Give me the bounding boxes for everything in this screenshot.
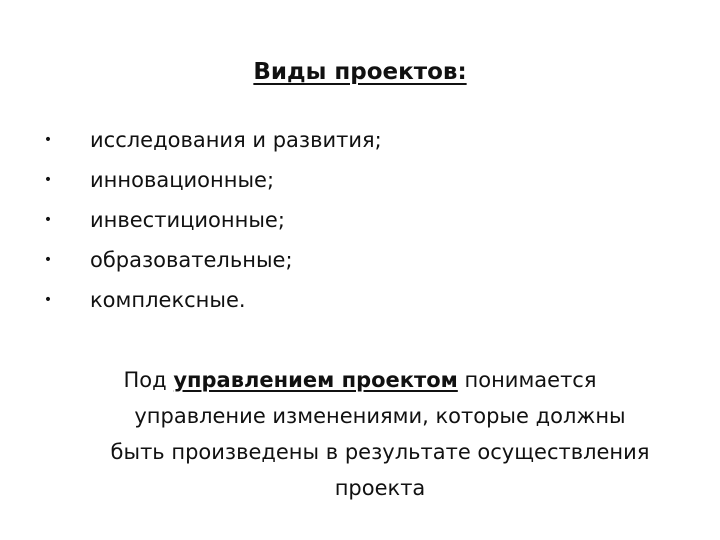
slide-title-text: Виды проектов:	[253, 59, 467, 85]
list-item-text: комплексные.	[90, 288, 246, 312]
bullet-dot-icon: •	[43, 252, 53, 268]
bullet-dot-icon: •	[43, 292, 53, 308]
bullet-dot-icon: •	[43, 132, 53, 148]
paragraph-line-1-suffix: понимается	[457, 368, 597, 392]
paragraph-line-4: проекта	[334, 476, 426, 500]
paragraph-line-1-prefix: Под	[123, 368, 174, 392]
emphasis-term: управлением проектом	[173, 368, 458, 392]
definition-paragraph	[80, 362, 680, 506]
list-item-text: инновационные;	[90, 168, 275, 192]
list-item-text: исследования и развития;	[90, 128, 382, 152]
paragraph-line-2: управление изменениями, которые должны	[134, 404, 626, 428]
bullet-dot-icon: •	[43, 172, 53, 188]
bullet-dot-icon: •	[43, 212, 53, 228]
paragraph-line-3: быть произведены в результате осуществления	[110, 440, 650, 464]
list-item-text: образовательные;	[90, 248, 293, 272]
list-item-text: инвестиционные;	[90, 208, 285, 232]
slide-title	[0, 52, 720, 92]
paragraph-line-1	[80, 362, 680, 398]
